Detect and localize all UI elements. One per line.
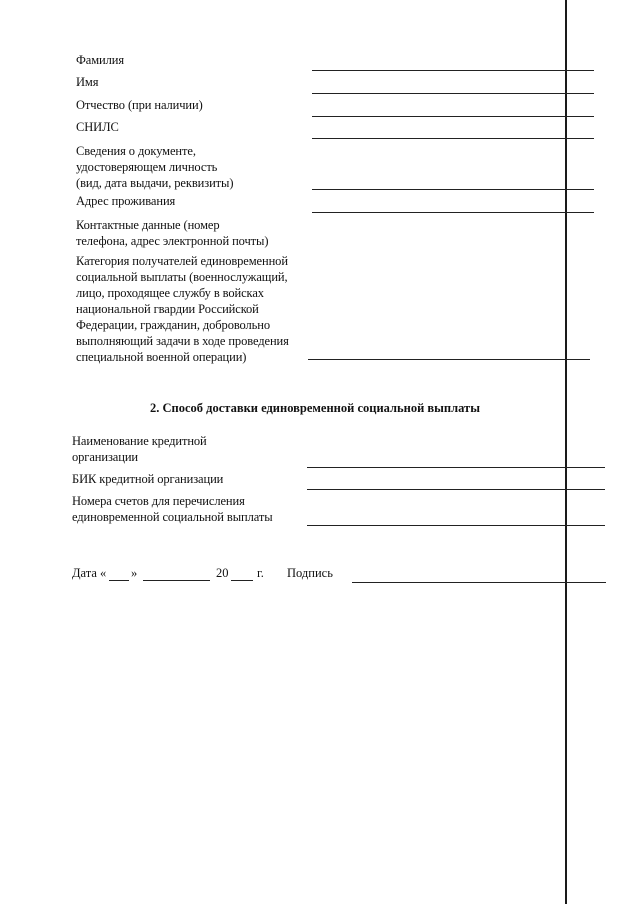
date-prefix: Дата « [72,566,107,580]
id-document-label: Сведения о документе, удостоверяющем личность (вид, дата выдачи, реквизиты) [76,144,234,190]
accounts-field[interactable] [307,525,605,526]
date-quote-close: » [131,566,138,580]
bank-name-label: Наименование кредитной организации [72,434,207,464]
patronymic-field[interactable] [312,116,594,117]
page-border-line [565,0,567,904]
date-month-field[interactable] [143,580,210,581]
name-field[interactable] [312,93,594,94]
recipient-category-field[interactable] [308,359,590,360]
bik-label: БИК кредитной организации [72,472,224,486]
signature-field[interactable] [352,582,606,583]
surname-field[interactable] [312,70,594,71]
snils-label: СНИЛС [76,120,119,134]
recipient-category-label: Категория получателей единовременной социальной выплаты (военнослужащий, лицо, проходящее службу в войсках национальной гвардии Российской Федерации, гражданин, добровольно выполняющий задачи в ходе проведения специальной военной операции) [76,254,289,364]
date-year-prefix: 20 [216,566,229,580]
patronymic-label: Отчество (при наличии) [76,98,203,112]
surname-label: Фамилия [76,53,125,67]
name-label: Имя [76,75,99,89]
address-label: Адрес проживания [76,194,176,208]
section-2-title: 2. Способ доставки единовременной социальной выплаты [150,401,480,415]
accounts-label: Номера счетов для перечисления единовременной социальной выплаты [72,494,273,524]
address-field[interactable] [312,212,594,213]
date-year-suffix: г. [257,566,264,580]
date-day-field[interactable] [109,580,129,581]
signature-label: Подпись [287,566,333,580]
date-year-field[interactable] [231,580,253,581]
contacts-label: Контактные данные (номер телефона, адрес электронной почты) [76,218,269,248]
bik-field[interactable] [307,489,605,490]
bank-name-field[interactable] [307,467,605,468]
id-document-field[interactable] [312,189,594,190]
snils-field[interactable] [312,138,594,139]
